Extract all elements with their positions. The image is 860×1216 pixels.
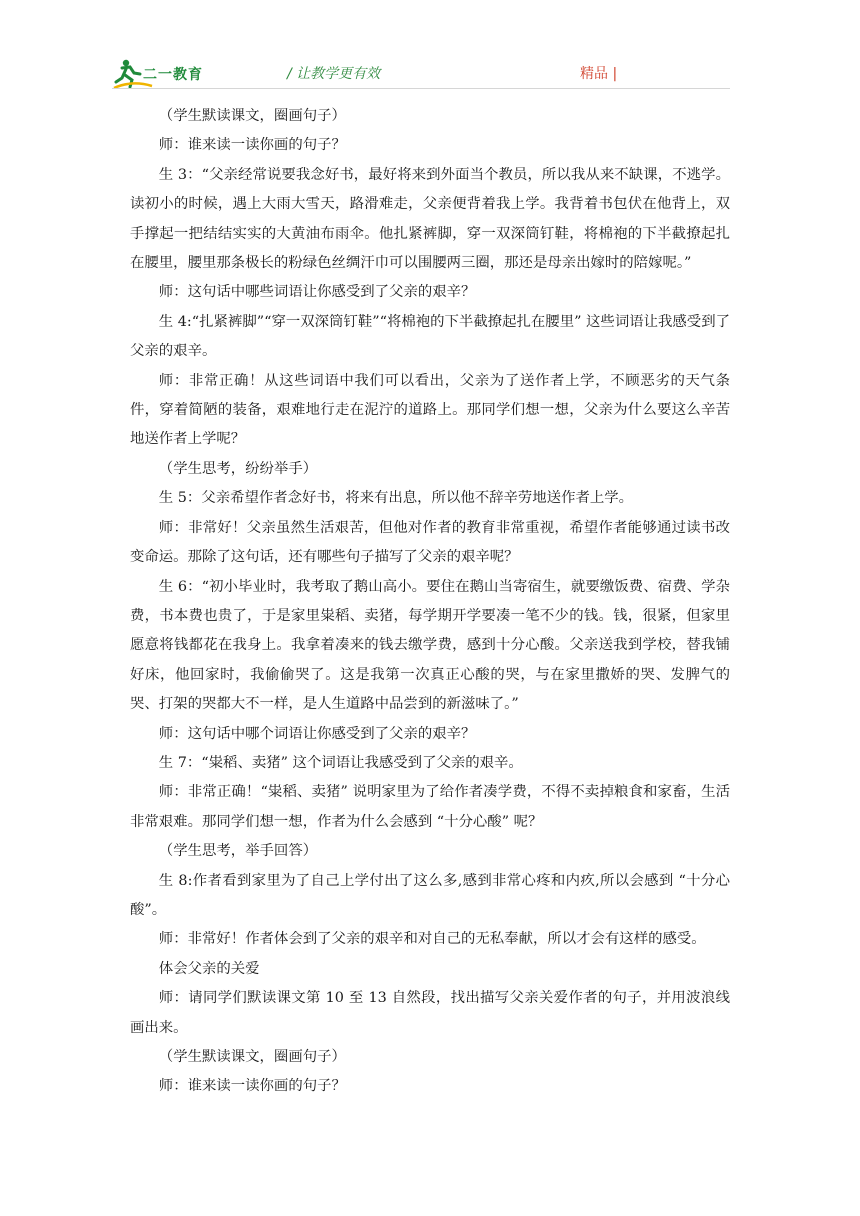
page-header — [0, 0, 860, 100]
paragraph: 师：请同学们默读课文第 10 至 13 自然段，找出描写父亲关爱作者的句子，并用波浪线画出来。 — [130, 990, 730, 1036]
paragraph: 生 8:作者看到家里为了自己上学付出了这么多,感到非常心疼和内疚,所以会感到 “十分心酸”。 — [130, 872, 730, 918]
paragraph: 师：非常正确！“粜稻、卖猪” 说明家里为了给作者凑学费，不得不卖掉粮食和家畜，生活非常艰难。那同学们想一想，作者为什么会感到 “十分心酸” 呢？ — [130, 784, 730, 830]
paragraph: 生 4:“扎紧裤脚”“穿一双深筒钉鞋”“将棉袍的下半截撩起扎在腰里” 这些词语让我感受到了父亲的艰辛。 — [130, 313, 730, 360]
paragraph: 生 5：父亲希望作者念好书，将来有出息，所以他不辞辛劳地送作者上学。 — [158, 490, 634, 507]
paragraph: 生 6：“初小毕业时，我考取了鹅山高小。要住在鹅山当寄宿生，就要缴饭费、宿费、学杂费，书本费也贵了，于是家里粜稻、卖猪，每学期开学要凑一笔不少的钱。钱，很紧，但家里愿意将钱都花在我身上。我拿着凑来的钱去缴学费，感到十分心酸。父亲送我到学校，替我铺好床，他回家时，我偷偷哭了。这是我第一次真正心酸的哭，与在家里撒娇的哭、发脾气的哭、打架的哭都大不一样，是人生道路中品尝到的新滋味了。” — [130, 578, 730, 713]
paragraph: 师：这句话中哪个词语让你感受到了父亲的艰辛？ — [158, 725, 476, 742]
header-slogan: / 让教学更有效 — [287, 66, 381, 82]
paragraph: （学生思考，举手回答） — [158, 843, 318, 860]
document-body — [130, 102, 730, 1102]
paragraph: 师：这句话中哪些词语让你感受到了父亲的艰辛？ — [158, 284, 476, 301]
paragraph: （学生思考，纷纷举手） — [158, 460, 318, 477]
paragraph: 生 7：“粜稻、卖猪” 这个词语让我感受到了父亲的艰辛。 — [158, 754, 523, 771]
paragraph: （学生默读课文，圈画句子） — [158, 1049, 346, 1065]
paragraph: 师：非常好！作者体会到了父亲的艰辛和对自己的无私奉献，所以才会有这样的感受。 — [158, 931, 706, 948]
paragraph: 师：非常正确！从这些词语中我们可以看出，父亲为了送作者上学，不顾恶劣的天气条件，穿着简陋的装备，艰难地行走在泥泞的道路上。那同学们想一想，父亲为什么要这么辛苦地送作者上学呢？ — [130, 372, 730, 448]
paragraph: 师：谁来读一读你画的句子？ — [158, 1078, 346, 1095]
paragraph: 师：非常好！父亲虽然生活艰苦，但他对作者的教育非常重视，希望作者能够通过读书改变命运。那除了这句话，还有哪些句子描写了父亲的艰辛呢？ — [130, 519, 730, 566]
header-divider — [112, 88, 730, 89]
section-heading: 体会父亲的关爱 — [158, 960, 260, 977]
paragraph: 生 3：“父亲经常说要我念好书，最好将来到外面当个教员，所以我从来不缺课，不逃学。读初小的时候，遇上大雨大雪天，路滑难走，父亲便背着我上学。我背着书包伏在他背上，双手撑起一把结结实实的大黄油布雨伞。他扎紧裤脚，穿一双深筒钉鞋，将棉袍的下半截撩起扎在腰里，腰里那条极长的粉绿色丝绸汗巾可以围腰两三圈，那还是母亲出嫁时的陪嫁呢。” — [130, 166, 730, 272]
header-premium-label: 精品 | — [580, 66, 618, 82]
logo-text: 二一教育 — [143, 67, 203, 83]
paragraph: 师：谁来读一读你画的句子？ — [158, 137, 346, 154]
paragraph: （学生默读课文，圈画句子） — [158, 108, 346, 124]
